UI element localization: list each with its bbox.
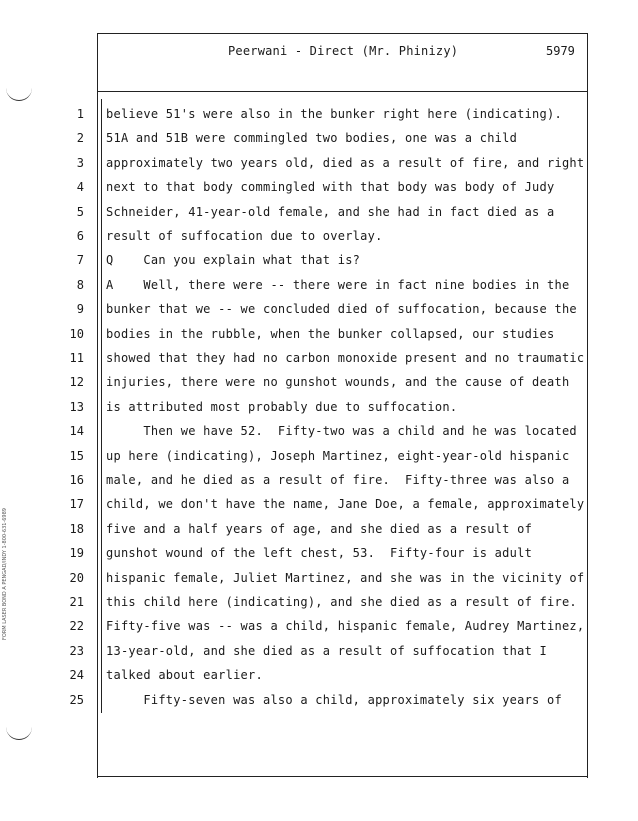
transcript-line: is attributed most probably due to suffocation. xyxy=(106,399,458,414)
line-number: 3 xyxy=(76,155,84,170)
transcript-line: 51A and 51B were commingled two bodies, one was a child xyxy=(106,131,518,146)
line-number: 5 xyxy=(76,204,84,219)
line-number: 22 xyxy=(69,619,84,634)
line-number: 2 xyxy=(76,131,84,146)
transcript-line: Q Can you explain what that is? xyxy=(106,253,361,268)
binder-hole-mark xyxy=(6,86,32,101)
transcript-line: 13-year-old, and she died as a result of suffocation that I xyxy=(106,643,548,658)
transcript-line: gunshot wound of the left chest, 53. Fifty-four is adult xyxy=(106,546,533,561)
line-number: 23 xyxy=(69,643,84,658)
line-number: 15 xyxy=(69,448,84,463)
line-number: 20 xyxy=(69,570,84,585)
line-number: 21 xyxy=(69,595,84,609)
transcript-line: A Well, there were -- there were in fact nine bodies in the xyxy=(106,277,570,292)
transcript-line: hispanic female, Juliet Martinez, and she was in the vicinity of xyxy=(106,570,585,585)
transcript-line: male, and he died as a result of fire. Fifty-three was also a xyxy=(106,473,570,487)
line-number: 11 xyxy=(69,351,84,365)
transcript-line: approximately two years old, died as a result of fire, and right xyxy=(106,155,585,170)
transcript-line: Fifty-seven was also a child, approximately six years of xyxy=(106,692,562,707)
transcript-line: bodies in the rubble, when the bunker collapsed, our studies xyxy=(106,326,555,341)
transcript-line: talked about earlier. xyxy=(106,668,263,683)
line-number: 8 xyxy=(76,277,84,292)
line-number: 24 xyxy=(69,668,84,683)
transcript-line: child, we don't have the name, Jane Doe, a female, approximately xyxy=(106,497,585,512)
line-number: 13 xyxy=(69,399,84,414)
page-header-title: Peerwani - Direct (Mr. Phinizy) xyxy=(228,44,459,58)
line-number: 17 xyxy=(69,497,84,512)
line-number: 14 xyxy=(69,424,84,439)
line-number: 7 xyxy=(76,253,84,268)
transcript-line: this child here (indicating), and she died as a result of fire. xyxy=(106,595,577,609)
binder-hole-mark xyxy=(6,725,32,740)
header-rule xyxy=(97,91,587,92)
transcript-line: believe 51's were also in the bunker right here (indicating). xyxy=(106,107,562,121)
page-number: 5979 xyxy=(546,44,575,58)
transcript-line: showed that they had no carbon monoxide present and no traumatic xyxy=(106,351,585,365)
transcript-line: Schneider, 41-year-old female, and she had in fact died as a xyxy=(106,204,555,219)
transcript-line: injuries, there were no gunshot wounds, and the cause of death xyxy=(106,375,570,390)
line-number: 10 xyxy=(69,326,84,341)
line-number: 19 xyxy=(69,546,84,561)
transcript-line: Fifty-five was -- was a child, hispanic female, Audrey Martinez, xyxy=(106,619,585,634)
line-number: 9 xyxy=(76,302,84,317)
transcript-line: Then we have 52. Fifty-two was a child and he was located xyxy=(106,424,577,439)
line-number: 4 xyxy=(76,180,84,195)
line-number: 1 xyxy=(76,107,84,121)
line-number: 25 xyxy=(69,692,84,707)
bottom-rule xyxy=(97,776,587,777)
line-number: 6 xyxy=(76,229,84,243)
line-number: 18 xyxy=(69,521,84,536)
transcript-line: five and a half years of age, and she died as a result of xyxy=(106,521,533,536)
transcript-line: next to that body commingled with that body was body of Judy xyxy=(106,180,555,195)
side-form-text: FORM LASER BOND A PENGAD/INDY 1-800-631-6989 xyxy=(2,508,8,640)
transcript-line: result of suffocation due to overlay. xyxy=(106,229,383,243)
line-number: 12 xyxy=(69,375,84,390)
text-margin-line xyxy=(101,99,102,713)
transcript-line: bunker that we -- we concluded died of suffocation, because the xyxy=(106,302,577,317)
line-number: 16 xyxy=(69,473,84,487)
transcript-line: up here (indicating), Joseph Martinez, eight-year-old hispanic xyxy=(106,448,570,463)
